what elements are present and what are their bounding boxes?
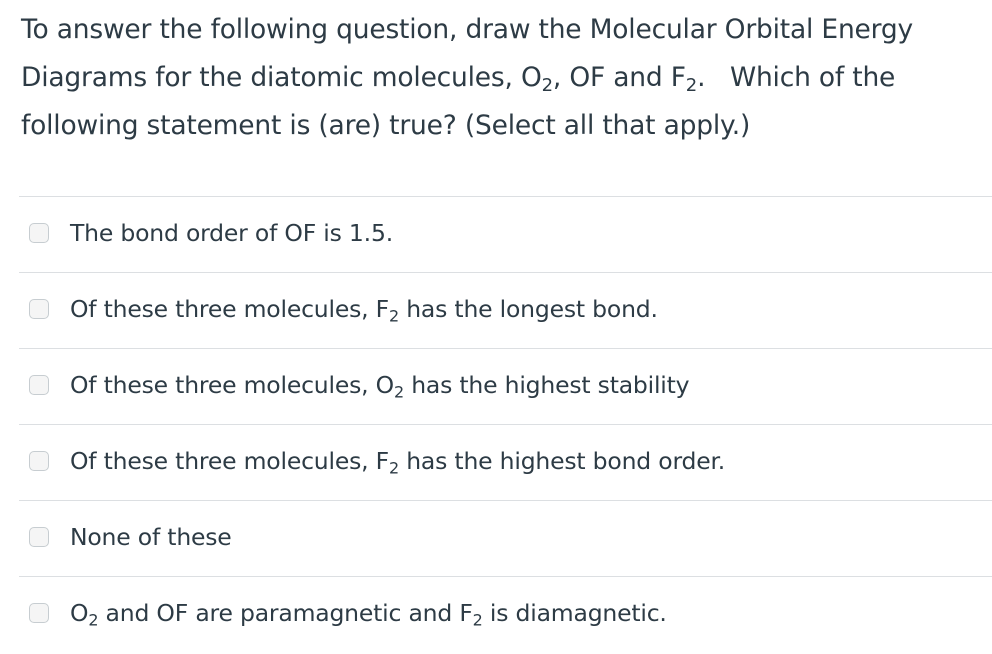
answer-text: Of these three molecules, O [70,371,394,399]
answer-text: Of these three molecules, F [70,447,389,475]
answer-checkbox[interactable] [29,603,49,623]
answer-option-3[interactable] [19,349,992,425]
answer-text: has the highest bond order. [398,447,726,475]
question-subscript: 2 [541,75,553,97]
answer-subscript: 2 [388,306,399,326]
question-text [21,6,986,150]
answer-text: Of these three molecules, F [70,295,389,323]
answer-checkbox[interactable] [29,375,49,395]
answer-text: is diamagnetic. [482,599,667,627]
answer-option-6[interactable] [19,577,992,652]
answer-checkbox[interactable] [29,299,49,319]
answer-label [70,597,667,629]
answer-option-2[interactable] [19,273,992,349]
answer-option-1[interactable] [19,197,992,273]
answer-option-4[interactable] [19,425,992,501]
answer-subscript: 2 [472,610,483,630]
answer-checkbox[interactable] [29,451,49,471]
answer-text: The bond order of OF is 1.5. [70,219,393,247]
question-segment: To answer the following question, draw the Molecular Orbital Energy Diagrams for the diatomic molecules, O [21,14,922,93]
question-segment: . Which of the following statement is (are) true? (Select all that apply.) [21,62,904,141]
answer-text: has the highest stability [403,371,690,399]
answer-text: and OF are paramagnetic and F [98,599,473,627]
answer-checkbox[interactable] [29,527,49,547]
answer-checkbox[interactable] [29,223,49,243]
question-segment: , OF and F [552,62,686,93]
question-subscript: 2 [685,75,698,97]
answer-label [70,369,689,401]
answer-label [70,445,725,477]
answer-text: O [70,599,89,627]
answer-label [70,293,658,325]
answer-label [70,521,232,553]
answer-subscript: 2 [393,382,404,402]
answer-option-5[interactable] [19,501,992,577]
answer-label [70,217,393,249]
answer-subscript: 2 [388,458,399,478]
answer-text: has the longest bond. [398,295,658,323]
answer-subscript: 2 [88,610,99,630]
answer-list [19,196,992,652]
answer-text: None of these [70,523,232,551]
